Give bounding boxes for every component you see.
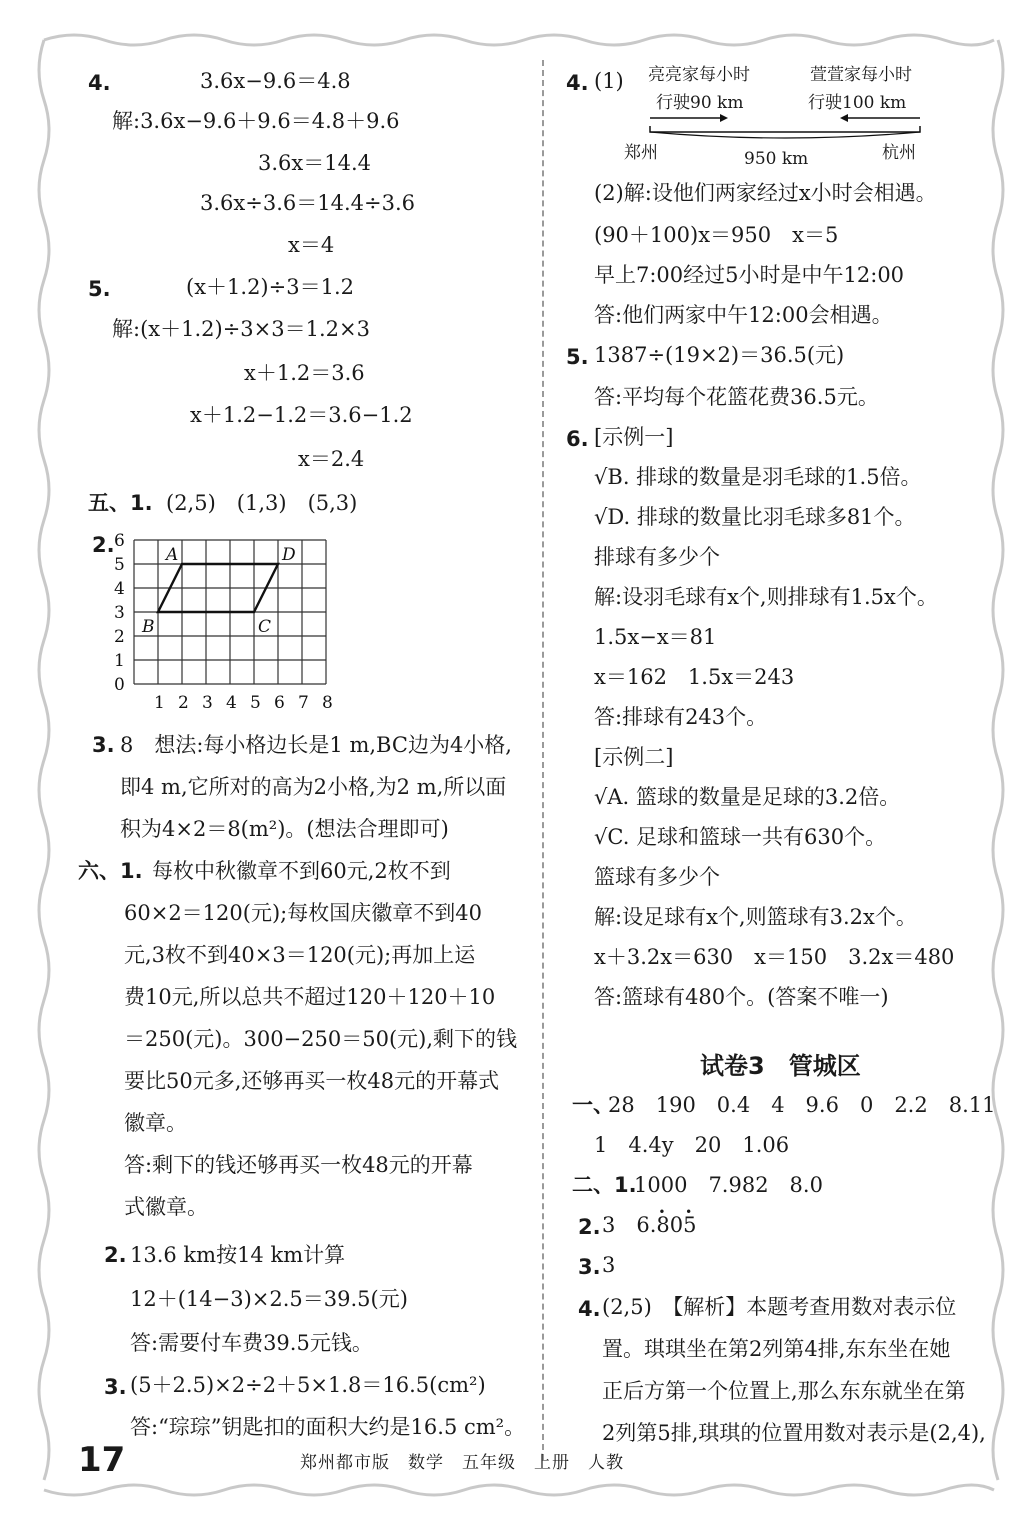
right-q5-number: 5. <box>566 345 589 369</box>
paper3-q4-number: 4. <box>578 1297 601 1321</box>
right-q6-option-b: √B. 排球的数量是羽毛球的1.5倍。 <box>594 465 922 489</box>
footer-text: 郑州都市版 数学 五年级 上册 人教 <box>300 1453 624 1473</box>
right-q6-option-c: √C. 足球和篮球一共有630个。 <box>594 825 887 849</box>
section6-q1-line7: 徽章。 <box>124 1111 187 1135</box>
paper3-q3-number: 3. <box>578 1255 601 1279</box>
right-q6-ask1: 排球有多少个 <box>594 545 720 569</box>
right-q4-line2: (90＋100)x＝950 x＝5 <box>594 223 839 247</box>
section6-q1-line8: 答:剩下的钱还够再买一枚48元的开幕 <box>124 1153 473 1177</box>
paper3-q2-number: 2. <box>578 1215 601 1239</box>
section5-q3-line3: 积为4×2＝8(m²)。(想法合理即可) <box>120 817 449 841</box>
q4-step2: 3.6x＝14.4 <box>258 151 371 175</box>
column-divider <box>542 60 544 1460</box>
right-q6-ask2: 篮球有多少个 <box>594 865 720 889</box>
right-q6-equation1: 1.5x−x＝81 <box>594 625 717 649</box>
q5-equation: (x＋1.2)÷3＝1.2 <box>186 275 354 299</box>
page-border <box>14 10 1018 1510</box>
y-label-1: 1 <box>114 651 125 671</box>
right-q4-part2: (2)解:设他们两家经过x小时会相遇。 <box>594 181 937 205</box>
section6-q1-line2: 60×2＝120(元);每枚国庆徽章不到40 <box>124 901 482 925</box>
travel-diagram <box>620 62 940 172</box>
right-q6-answer1: 答:排球有243个。 <box>594 705 768 729</box>
diagram-distance: 950 km <box>744 149 809 169</box>
y-label-0: 0 <box>114 675 125 695</box>
right-q6-number: 6. <box>566 427 589 451</box>
section6-q1-line9: 式徽章。 <box>124 1195 208 1219</box>
x-label-3: 3 <box>202 693 213 713</box>
section5-q3-number: 3. <box>92 733 115 757</box>
right-q6-equation2: x＝162 1.5x＝243 <box>594 665 795 689</box>
q4-step3: 3.6x÷3.6＝14.4÷3.6 <box>200 191 415 215</box>
q5-step1: 解:(x＋1.2)÷3×3＝1.2×3 <box>112 317 370 341</box>
paper3-q4-line1: (2,5) 【解析】本题考查用数对表示位 <box>602 1295 957 1319</box>
section6-q2-line1: 13.6 km按14 km计算 <box>130 1243 346 1267</box>
paper3-section1-line1: 28 190 0.4 4 9.6 0 2.2 8.11 <box>608 1093 996 1117</box>
paper3-q4-line3: 正后方第一个位置上,那么东东就坐在第 <box>602 1379 966 1403</box>
right-q4-line3: 早上7:00经过5小时是中午12:00 <box>594 263 905 287</box>
right-q6-example2: [示例二] <box>594 745 674 769</box>
x-label-8: 8 <box>322 693 333 713</box>
x-label-4: 4 <box>226 693 237 713</box>
section6-q1-line1: 每枚中秋徽章不到60元,2枚不到 <box>152 859 451 883</box>
section6-q1-line4: 费10元,所以总共不超过120＋120＋10 <box>124 985 496 1009</box>
diagram-right-bottom: 行驶100 km <box>808 93 907 113</box>
q4-number: 4. <box>88 71 111 95</box>
x-label-6: 6 <box>274 693 285 713</box>
q4-step1: 解:3.6x−9.6＋9.6＝4.8＋9.6 <box>112 109 400 133</box>
point-a-label: A <box>166 545 179 565</box>
section6-q2-number: 2. <box>104 1243 127 1267</box>
diagram-left-top: 亮亮家每小时 <box>648 65 750 85</box>
point-c-label: C <box>258 617 272 637</box>
section6-label: 六、1. <box>78 859 143 883</box>
paper3-section1-label: 一、 <box>572 1093 614 1117</box>
y-label-3: 3 <box>114 603 125 623</box>
right-q6-equation3: x＋3.2x＝630 x＝150 3.2x＝480 <box>594 945 955 969</box>
y-label-2: 2 <box>114 627 125 647</box>
right-q5-line1: 1387÷(19×2)＝36.5(元) <box>594 343 845 367</box>
paper3-section1-line2: 1 4.4y 20 1.06 <box>594 1133 790 1157</box>
right-q6-answer2: 答:篮球有480个。(答案不唯一) <box>594 985 889 1009</box>
diagram-city-left: 郑州 <box>624 143 658 163</box>
paper3-title: 试卷3 管城区 <box>700 1052 861 1080</box>
x-label-5: 5 <box>250 693 261 713</box>
diagram-left-bottom: 行驶90 km <box>656 93 744 113</box>
section6-q1-line5: ＝250(元)。300−250＝50(元),剩下的钱 <box>124 1027 518 1051</box>
section6-q3-number: 3. <box>104 1375 127 1399</box>
x-label-1: 1 <box>154 693 165 713</box>
right-q4-line4: 答:他们两家中午12:00会相遇。 <box>594 303 893 327</box>
section6-q3-line2: 答:“琮琮”钥匙扣的面积大约是16.5 cm²。 <box>130 1415 526 1439</box>
right-q6-option-d: √D. 排球的数量比羽毛球多81个。 <box>594 505 916 529</box>
page-number: 17 <box>78 1440 126 1480</box>
section5-q3-line2: 即4 m,它所对的高为2小格,为2 m,所以面 <box>120 775 507 799</box>
point-d-label: D <box>282 545 296 565</box>
paper3-section2-label: 二、1. <box>572 1173 637 1197</box>
right-q6-solution1: 解:设羽毛球有x个,则排球有1.5x个。 <box>594 585 938 609</box>
point-b-label: B <box>142 617 155 637</box>
q5-step4: x＝2.4 <box>298 447 365 471</box>
right-q6-solution2: 解:设足球有x个,则篮球有3.2x个。 <box>594 905 917 929</box>
paper3-section2-q1: 1000 7.982 8.0 <box>634 1173 823 1197</box>
q4-step4: x＝4 <box>288 233 335 257</box>
paper3-q4-line2: 置。琪琪坐在第2列第4排,东东坐在她 <box>602 1337 951 1361</box>
x-label-7: 7 <box>298 693 309 713</box>
q5-step2: x＋1.2＝3.6 <box>244 361 365 385</box>
section5-q3-line1: 8 想法:每小格边长是1 m,BC边为4小格, <box>120 733 512 757</box>
paper3-q3-answer: 3 <box>602 1253 616 1277</box>
q5-number: 5. <box>88 277 111 301</box>
q4-equation: 3.6x−9.6＝4.8 <box>200 69 351 93</box>
q5-step3: x＋1.2−1.2＝3.6−1.2 <box>190 403 413 427</box>
section5-label: 五、1. <box>88 491 153 515</box>
right-q6-example1: [示例一] <box>594 425 674 449</box>
section6-q3-line1: (5＋2.5)×2÷2＋5×1.8＝16.5(cm²) <box>130 1373 486 1397</box>
right-q6-option-a: √A. 篮球的数量是足球的3.2倍。 <box>594 785 901 809</box>
y-label-6: 6 <box>114 531 125 551</box>
y-label-5: 5 <box>114 555 125 575</box>
diagram-city-right: 杭州 <box>882 143 916 163</box>
right-q4-number: 4. <box>566 71 589 95</box>
y-label-4: 4 <box>114 579 125 599</box>
section6-q1-line3: 元,3枚不到40×3＝120(元);再加上运 <box>124 943 476 967</box>
paper3-q4-line4: 2列第5排,琪琪的位置用数对表示是(2,4), <box>602 1421 986 1445</box>
section5-q2-number: 2. <box>92 533 115 557</box>
section6-q1-line6: 要比50元多,还够再买一枚48元的开幕式 <box>124 1069 500 1093</box>
coordinate-grid <box>112 530 342 720</box>
section6-q2-line2: 12＋(14−3)×2.5＝39.5(元) <box>130 1287 408 1311</box>
x-label-2: 2 <box>178 693 189 713</box>
paper3-q2-answer: 3 6.• 80• 5 <box>602 1212 697 1238</box>
section5-q1-answer: (2,5) (1,3) (5,3) <box>166 491 358 515</box>
right-q4-part1: (1) <box>594 69 624 93</box>
diagram-right-top: 萱萱家每小时 <box>810 65 912 85</box>
section6-q2-line3: 答:需要付车费39.5元钱。 <box>130 1331 373 1355</box>
right-q5-line2: 答:平均每个花篮花费36.5元。 <box>594 385 879 409</box>
